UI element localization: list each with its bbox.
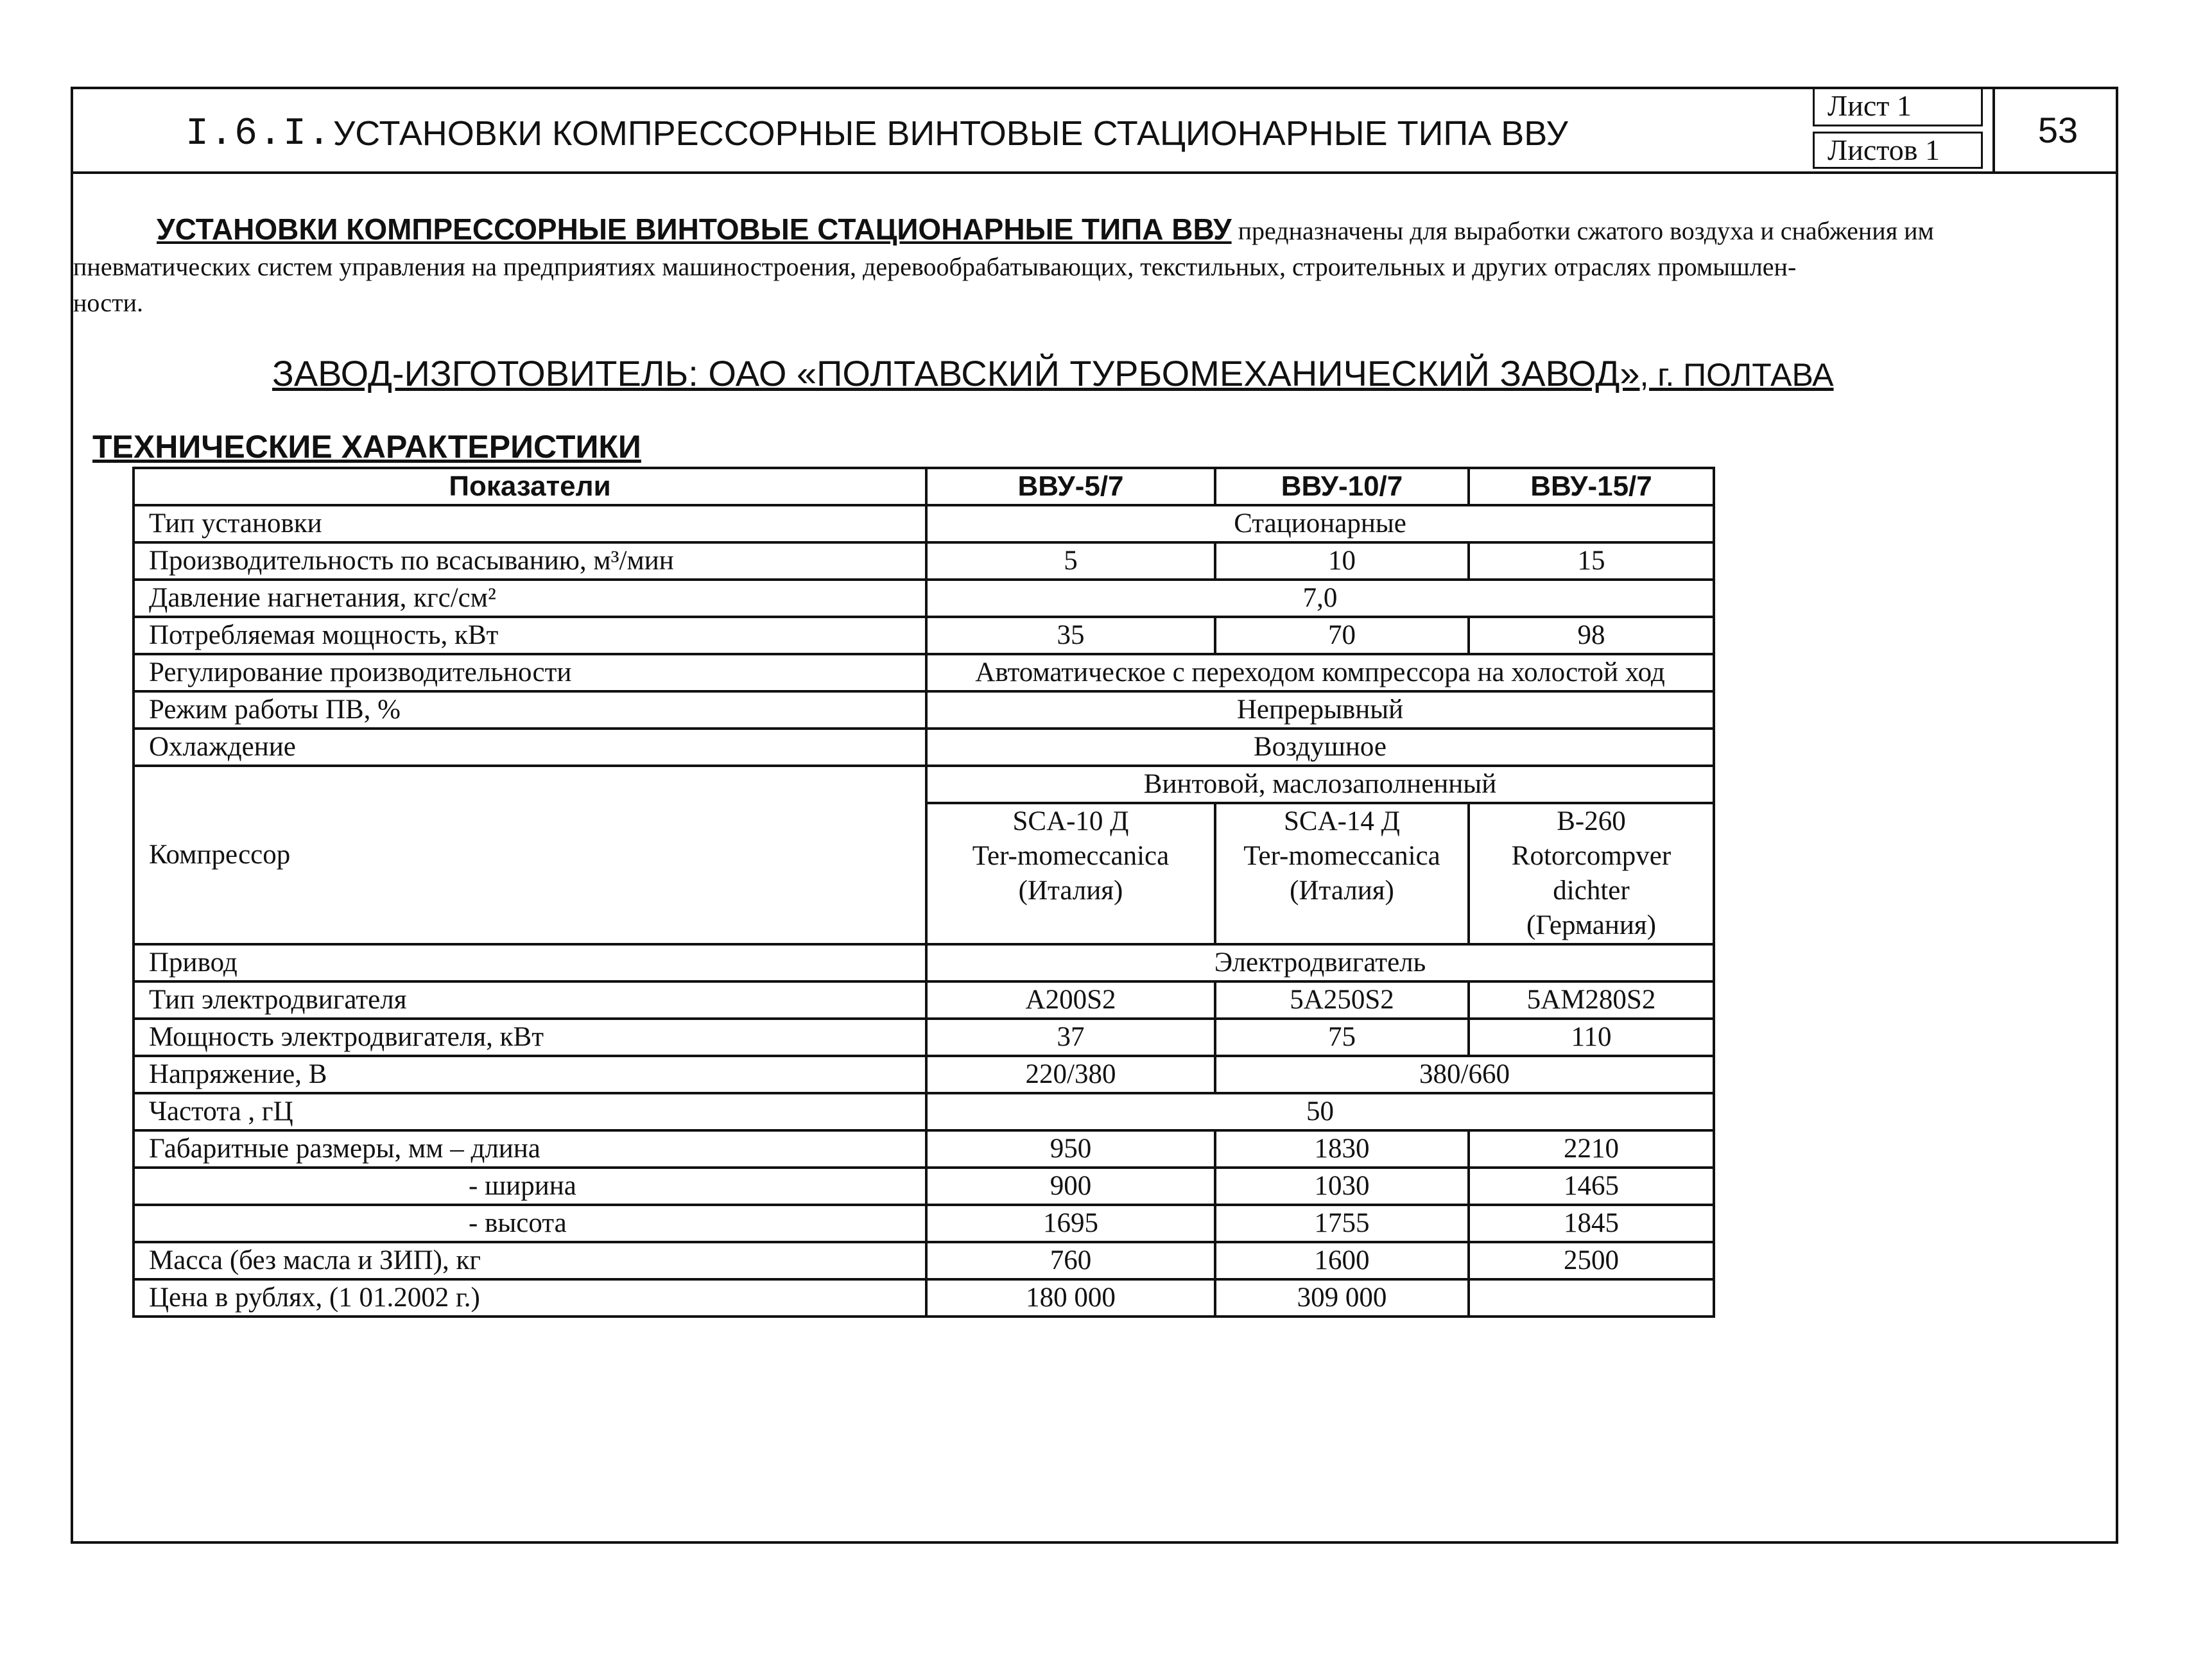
- table-row: [134, 542, 1714, 580]
- table-row: [134, 766, 1714, 803]
- row-value: Непрерывный: [926, 691, 1714, 729]
- row-value: Воздушное: [926, 729, 1714, 766]
- cell-value: 98: [1469, 617, 1714, 654]
- compressor-line: SCA-14 Д: [1283, 806, 1401, 836]
- row-value: Электродвигатель: [926, 944, 1714, 981]
- table-row: [134, 981, 1714, 1019]
- table-row: [134, 580, 1714, 617]
- cell-value: 180 000: [926, 1279, 1215, 1317]
- row-label: Давление нагнетания, кгс/см²: [134, 580, 926, 617]
- row-label: Тип установки: [134, 505, 926, 542]
- spacer: [1231, 908, 1453, 943]
- cell-value: 309 000: [1215, 1279, 1469, 1317]
- row-label: Привод: [134, 944, 926, 981]
- compressor-line: Ter-momeccanica: [972, 841, 1170, 871]
- specs-table: [132, 467, 1715, 1318]
- cell-value: 1845: [1469, 1205, 1714, 1242]
- table-row: [134, 1279, 1714, 1317]
- cell-value: 5АМ280S2: [1469, 981, 1714, 1019]
- cell-value: А200S2: [926, 981, 1215, 1019]
- cell-value: 15: [1469, 542, 1714, 580]
- row-value: 50: [926, 1093, 1714, 1130]
- cell-value: 2500: [1469, 1242, 1714, 1279]
- cell-value: 37: [926, 1019, 1215, 1056]
- row-value: Стационарные: [926, 505, 1714, 542]
- specs-title: ТЕХНИЧЕСКИЕ ХАРАКТЕРИСТИКИ: [92, 429, 641, 465]
- compressor-model-3: [1469, 803, 1714, 944]
- table-row: [134, 729, 1714, 766]
- cell-value: 1695: [926, 1205, 1215, 1242]
- row-label: Габаритные размеры, мм – длина: [134, 1130, 926, 1168]
- row-label: Масса (без масла и ЗИП), кг: [134, 1242, 926, 1279]
- cell-value: 760: [926, 1242, 1215, 1279]
- cell-value: 35: [926, 617, 1215, 654]
- cell-value: 10: [1215, 542, 1469, 580]
- row-label: Производительность по всасыванию, м³/мин: [134, 542, 926, 580]
- table-row: [134, 1093, 1714, 1130]
- spacer: [942, 908, 1200, 943]
- cell-value: 1600: [1215, 1242, 1469, 1279]
- compressor-model-2: [1215, 803, 1469, 944]
- table-row: [134, 654, 1714, 691]
- compressor-line: В-260: [1557, 806, 1626, 836]
- row-label: Режим работы ПВ, %: [134, 691, 926, 729]
- sheets-count-label: Листов 1: [1813, 132, 1983, 169]
- row-label: - высота: [134, 1205, 926, 1242]
- table-row: [134, 505, 1714, 542]
- compressor-line: (Италия): [1290, 876, 1394, 906]
- table-row: [134, 691, 1714, 729]
- page-number: 53: [1992, 89, 2121, 171]
- row-label: Регулирование производительности: [134, 654, 926, 691]
- header-model-2: ВВУ-10/7: [1215, 468, 1469, 505]
- page-header: [73, 89, 2116, 174]
- row-value: 7,0: [926, 580, 1714, 617]
- row-label: Мощность электродвигателя, кВт: [134, 1019, 926, 1056]
- compressor-line: (Германия): [1526, 910, 1656, 940]
- compressor-line: Ter-momeccanica: [1243, 841, 1440, 871]
- row-label: Компрессор: [134, 766, 926, 944]
- header-model-3: ВВУ-15/7: [1469, 468, 1714, 505]
- section-title: УСТАНОВКИ КОМПРЕССОРНЫЕ ВИНТОВЫЕ СТАЦИОНАРНЫЕ ТИПА ВВУ: [333, 114, 1568, 153]
- table-row: [134, 1205, 1714, 1242]
- table-row: [134, 617, 1714, 654]
- cell-value: 2210: [1469, 1130, 1714, 1168]
- table-row: [134, 1130, 1714, 1168]
- cell-value: 1830: [1215, 1130, 1469, 1168]
- header-indicator: Показатели: [134, 468, 926, 505]
- cell-value: 70: [1215, 617, 1469, 654]
- table-row: [134, 1056, 1714, 1093]
- intro-line-3: ности.: [73, 288, 144, 317]
- cell-value: 75: [1215, 1019, 1469, 1056]
- row-label: Цена в рублях, (1 01.2002 г.): [134, 1279, 926, 1317]
- row-value: Автоматическое с переходом компрессора на холостой ход: [926, 654, 1714, 691]
- cell-value: 5: [926, 542, 1215, 580]
- manufacturer-city: , г. ПОЛТАВА: [1639, 357, 1834, 393]
- cell-value: 220/380: [926, 1056, 1215, 1093]
- sheet-info: [1813, 89, 2121, 171]
- table-row: [134, 1242, 1714, 1279]
- intro-lead: УСТАНОВКИ КОМПРЕССОРНЫЕ ВИНТОВЫЕ СТАЦИОНАРНЫЕ ТИПА ВВУ: [157, 212, 1232, 246]
- row-value: Винтовой, маслозаполненный: [926, 766, 1714, 803]
- table-row: [134, 1168, 1714, 1205]
- row-label: Тип электродвигателя: [134, 981, 926, 1019]
- cell-value: 380/660: [1215, 1056, 1714, 1093]
- intro-text-1: предназначены для выработки сжатого воздуха и снабжения им: [1231, 216, 1934, 245]
- compressor-line: (Италия): [1018, 876, 1123, 906]
- manufacturer-name: ОАО «ПОЛТАВСКИЙ ТУРБОМЕХАНИЧЕСКИЙ ЗАВОД»: [708, 353, 1640, 393]
- intro-line-1: [73, 211, 2095, 249]
- cell-value: 1465: [1469, 1168, 1714, 1205]
- row-label: Охлаждение: [134, 729, 926, 766]
- table-header-row: [134, 468, 1714, 505]
- table-row: [134, 944, 1714, 981]
- section-number: I.6.I.: [186, 112, 333, 156]
- row-label: Частота , гЦ: [134, 1093, 926, 1130]
- cell-value: 1755: [1215, 1205, 1469, 1242]
- manufacturer-label: ЗАВОД-ИЗГОТОВИТЕЛЬ:: [272, 353, 709, 393]
- compressor-line: SCA-10 Д: [1012, 806, 1129, 836]
- compressor-line: Rotorcompver: [1511, 841, 1672, 871]
- manufacturer-heading: [272, 352, 1834, 394]
- cell-value: 1030: [1215, 1168, 1469, 1205]
- cell-value: 5А250S2: [1215, 981, 1469, 1019]
- row-label: - ширина: [134, 1168, 926, 1205]
- page-frame: [71, 87, 2118, 1544]
- table-row: [134, 1019, 1714, 1056]
- intro-line-2: пневматических систем управления на предприятиях машиностроения, деревообрабатывающих, текстильных, строительных и других отраслях промышлен-: [73, 252, 1797, 281]
- cell-value: 110: [1469, 1019, 1714, 1056]
- header-model-1: ВВУ-5/7: [926, 468, 1215, 505]
- compressor-line: dichter: [1553, 876, 1630, 906]
- cell-value: [1469, 1279, 1714, 1317]
- row-label: Потребляемая мощность, кВт: [134, 617, 926, 654]
- compressor-model-1: [926, 803, 1215, 944]
- row-label: Напряжение, В: [134, 1056, 926, 1093]
- sheet-label: Лист 1: [1813, 89, 1983, 126]
- cell-value: 900: [926, 1168, 1215, 1205]
- intro-paragraph: [73, 211, 2095, 321]
- cell-value: 950: [926, 1130, 1215, 1168]
